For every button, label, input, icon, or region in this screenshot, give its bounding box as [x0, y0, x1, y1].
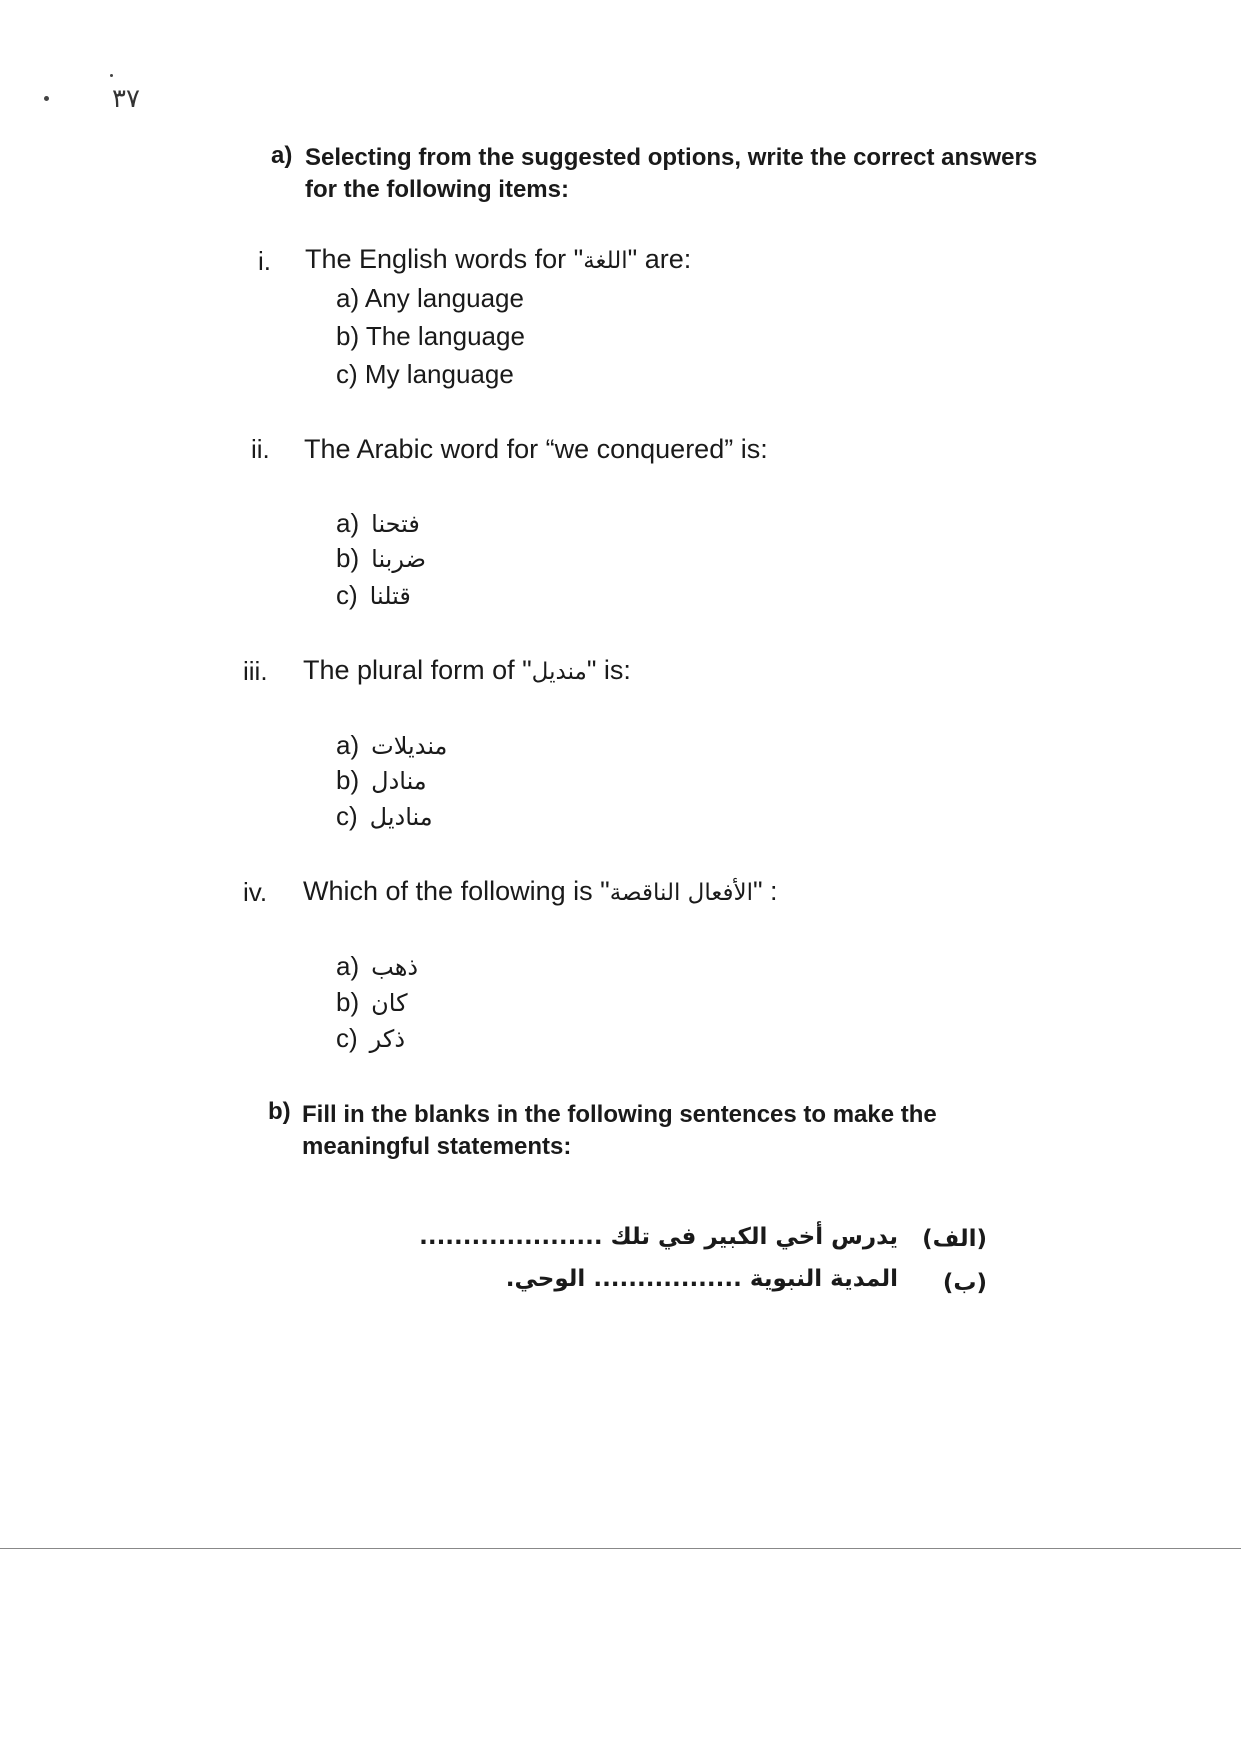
question-text: The Arabic word for “we conquered” is: [304, 434, 768, 464]
question-arabic-word: منديل [531, 659, 587, 685]
page-mark: ٣٧ [112, 84, 140, 114]
option [336, 730, 447, 761]
question-text-before: Which of the following is " [303, 876, 610, 906]
question-text-after: " are: [627, 244, 692, 274]
option-arabic-text: منادل [371, 767, 427, 795]
option-arabic-text: ذكر [369, 1025, 406, 1053]
option-letter: a) [336, 283, 360, 313]
option-arabic-text: ضربنا [371, 545, 426, 573]
question-number: iv. [243, 877, 268, 907]
fill-item-sentence: المدية النبوية ................. الوحي. [505, 1266, 898, 1292]
question-text [303, 876, 778, 907]
option [336, 801, 433, 832]
option-arabic-text: ذهب [371, 953, 419, 981]
question-text-after: " : [752, 876, 778, 906]
option-letter: b) [336, 765, 360, 795]
fill-item-label: (الف) [922, 1226, 987, 1252]
section-b-line2: meaningful statements: [302, 1133, 572, 1160]
fill-item-label: (ب) [942, 1270, 987, 1296]
section-a-line2: for the following items: [305, 176, 569, 203]
option [336, 283, 524, 314]
option-letter: b) [336, 321, 360, 351]
option-arabic-text: كان [371, 989, 408, 1017]
option [336, 1023, 405, 1054]
question-text-after: " is: [586, 655, 631, 685]
option-letter: a) [336, 951, 360, 981]
scan-edge-line [0, 1548, 1241, 1549]
option [336, 321, 525, 352]
option-letter: c) [336, 801, 358, 831]
option [336, 765, 427, 796]
section-b-letter: b) [268, 1098, 291, 1125]
option-arabic-text: منديلات [371, 732, 448, 760]
option-letter: a) [336, 508, 360, 538]
scan-speck [44, 96, 49, 101]
section-a-line1: Selecting from the suggested options, write the correct answers [305, 144, 1038, 171]
option-text: The language [365, 321, 525, 351]
option [336, 508, 420, 539]
question-arabic-word: اللغة [583, 248, 628, 274]
option-letter: a) [336, 730, 360, 760]
option-arabic-text: فتحنا [371, 510, 420, 538]
question-text-before: The plural form of " [303, 655, 532, 685]
question-text [303, 655, 631, 686]
option [336, 543, 426, 574]
option [336, 951, 418, 982]
section-b-line1: Fill in the blanks in the following sentences to make the [302, 1101, 937, 1128]
option-text: My language [364, 359, 514, 389]
option-letter: b) [336, 543, 360, 573]
option [336, 580, 411, 611]
question-text [305, 244, 691, 275]
question-number: i. [258, 246, 271, 276]
option-letter: b) [336, 987, 360, 1017]
scan-speck [110, 74, 113, 77]
section-a-letter: a) [271, 142, 293, 169]
option-text: Any language [364, 283, 524, 313]
question-text-before: The English words for " [305, 244, 584, 274]
question-number: iii. [243, 656, 268, 686]
option [336, 987, 408, 1018]
question-arabic-word: الأفعال الناقصة [609, 880, 753, 906]
option-letter: c) [336, 1023, 358, 1053]
option-letter: c) [336, 580, 358, 610]
option [336, 359, 514, 390]
option-arabic-text: قتلنا [369, 582, 411, 610]
option-letter: c) [336, 359, 358, 389]
question-number: ii. [251, 434, 270, 464]
option-arabic-text: مناديل [369, 803, 433, 831]
fill-item-sentence: يدرس أخي الكبير في تلك ..................... [419, 1224, 898, 1250]
